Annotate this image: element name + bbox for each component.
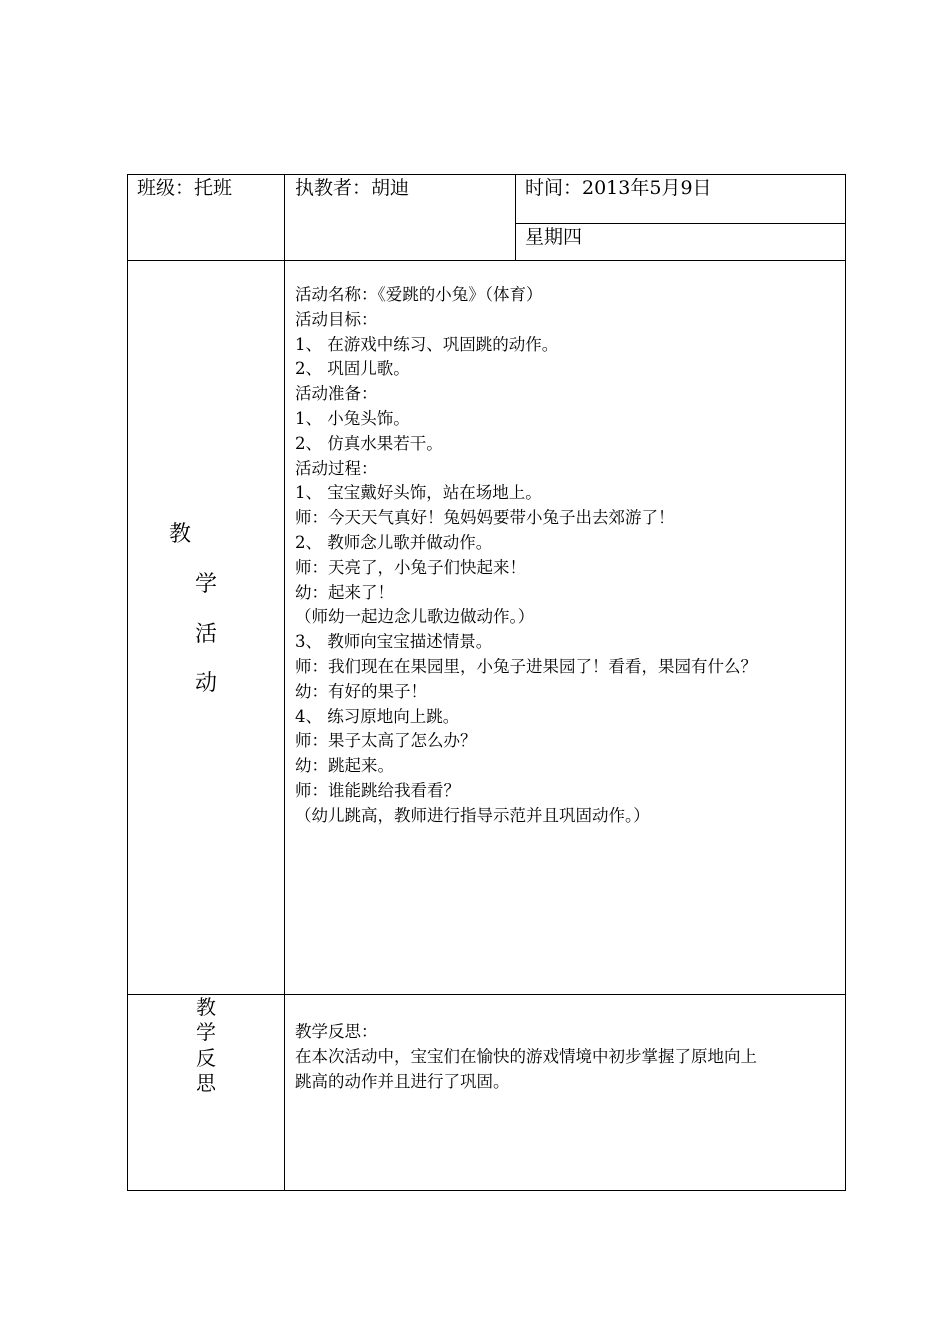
activity-label-char: 教: [169, 522, 192, 547]
date-divider: [515, 223, 846, 224]
time-label: 时间：2013年5月9日: [525, 177, 712, 199]
activity-line: 2、 教师念儿歌并做动作。: [295, 532, 493, 552]
activity-line: 幼：起来了！: [295, 582, 394, 602]
table-border-left: [127, 174, 128, 1191]
activity-label-char: 动: [195, 671, 218, 696]
header-column-divider: [515, 174, 516, 261]
activity-line: 1、 小兔头饰。: [295, 408, 410, 428]
activity-line: 2、 巩固儿歌。: [295, 359, 410, 379]
activity-line: 师：谁能跳给我看看？: [295, 780, 460, 800]
activity-line: 1、 在游戏中练习、巩固跳的动作。: [295, 334, 559, 354]
activity-line: 1、 宝宝戴好头饰，站在场地上。: [295, 483, 542, 503]
activity-line: 活动准备：: [295, 384, 378, 404]
activity-line: 4、 练习原地向上跳。: [295, 706, 460, 726]
reflection-label-char: 教: [196, 995, 216, 1019]
activity-content: [295, 283, 757, 829]
activity-line: 活动名称：《爱跳的小兔》（体育）: [295, 285, 543, 304]
activity-line: 3、 教师向宝宝描述情景。: [295, 632, 493, 652]
reflection-label-char: 反: [196, 1046, 216, 1070]
activity-label-char: 学: [195, 572, 218, 597]
table-border-bottom: [127, 1190, 846, 1191]
teacher-label: 执教者：胡迪: [295, 177, 410, 199]
section-divider: [127, 994, 846, 995]
activity-line: 幼：跳起来。: [295, 756, 394, 776]
activity-label-char: 活: [195, 622, 218, 647]
reflection-label-char: 思: [196, 1071, 216, 1095]
activity-line: 活动过程：: [295, 458, 378, 478]
activity-line: 师：我们现在在果园里，小兔子进果园了！看看，果园有什么？: [295, 656, 757, 676]
activity-line: 活动目标：: [295, 309, 378, 329]
header-divider: [127, 260, 846, 261]
reflection-label-char: 学: [196, 1020, 216, 1044]
reflection-line: 跳高的动作并且进行了巩固。: [295, 1071, 510, 1091]
reflection-content: [295, 1020, 757, 1094]
activity-line: 幼：有好的果子！: [295, 681, 427, 701]
activity-line: 师：果子太高了怎么办？: [295, 731, 477, 751]
class-label: 班级：托班: [137, 177, 233, 199]
activity-line: （师幼一起边念儿歌边做动作。）: [295, 607, 535, 627]
weekday-label: 星期四: [525, 226, 583, 248]
activity-line: 师：今天天气真好！兔妈妈要带小兔子出去郊游了！: [295, 508, 675, 528]
table-border-right: [845, 174, 846, 1191]
lesson-plan-table: [127, 174, 846, 1191]
column-divider: [284, 174, 285, 1191]
table-border-top: [127, 174, 846, 175]
reflection-line: 在本次活动中，宝宝们在愉快的游戏情境中初步掌握了原地向上: [295, 1046, 757, 1066]
activity-line: 师：天亮了，小兔子们快起来！: [295, 557, 526, 577]
reflection-line: 教学反思：: [295, 1022, 378, 1041]
activity-line: 2、 仿真水果若干。: [295, 433, 443, 453]
activity-line: （幼儿跳高，教师进行指导示范并且巩固动作。）: [295, 805, 650, 825]
